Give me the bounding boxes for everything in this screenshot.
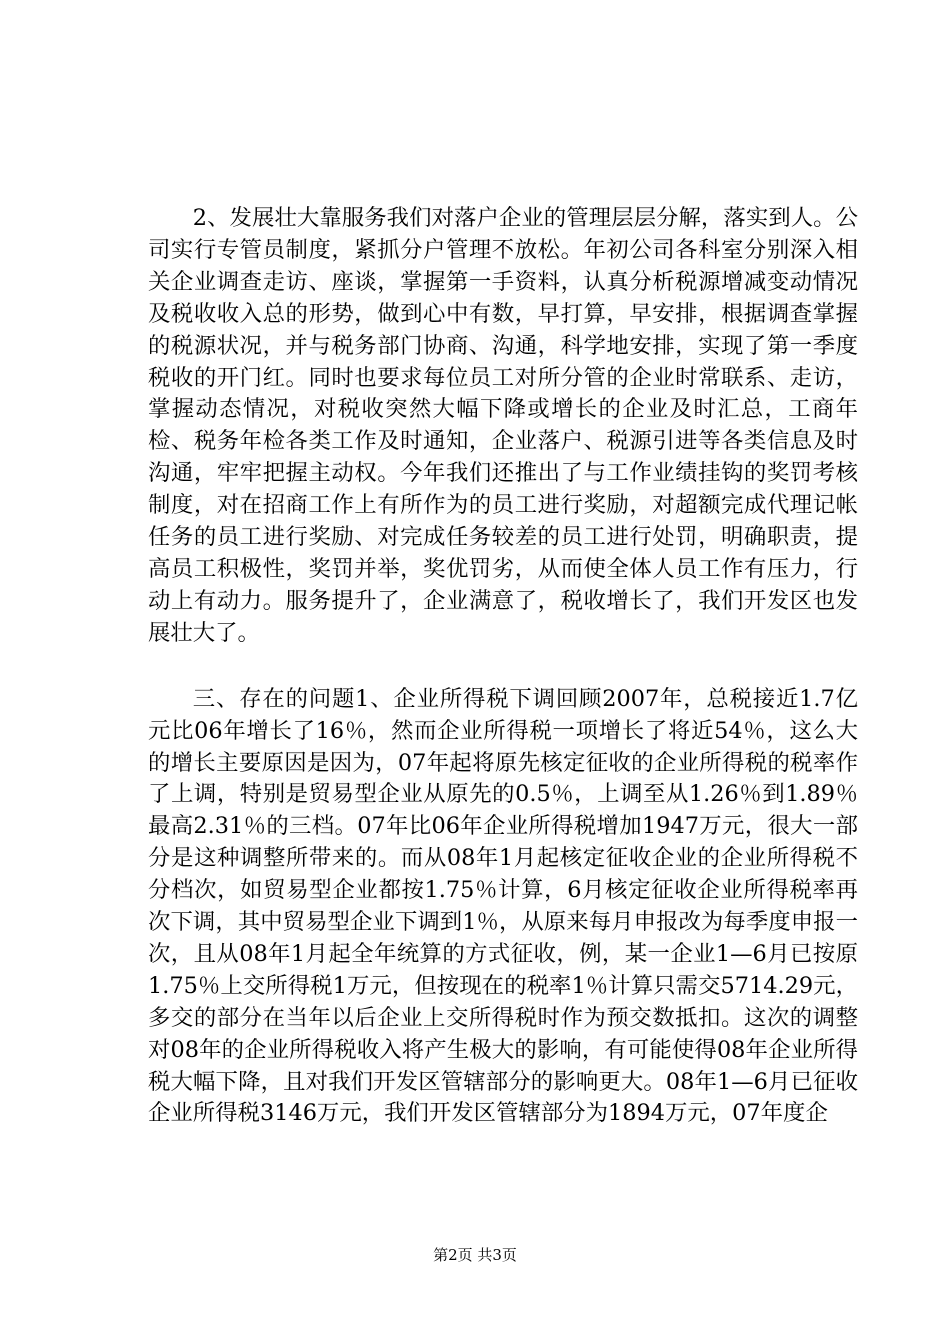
paragraph-existing-problems: 三、存在的问题1、企业所得税下调回顾2007年，总税接近1.7亿元比06年增长了16％，然而企业所得税一项增长了将近54％，这么大的增长主要原因是因为，07年起将原先核定征收的企业所得税的税率作了上调，特别是贸易型企业从原先的0.5％，上调至从1.26％到1.89％最高2.31％的三档。07年比06年企业所得税增加1947万元，很大一部分是这种调整所带来的。而从08年1月起核定征收企业的企业所得税不分档次，如贸易型企业都按1.75％计算，6月核定征收企业所得税率再次下调，其中贸易型企业下调到1％，从原来每月申报改为每季度申报一次，且从08年1月起全年统算的方式征收，例，某一企业1—6月已按原1.75％上交所得税1万元，但按现在的税率1％计算只需交5714.29元，多交的部分在当年以后企业上交所得税时作为预交数抵扣。这次的调整对08年的企业所得税收入将产生极大的影响，有可能使得08年企业所得税大幅下降，且对我们开发区管辖部分的影响更大。08年1—6月已征收企业所得税3146万元，我们开发区管辖部分为1894万元，07年度企: [148, 685, 858, 1127]
document-body: [148, 203, 858, 1130]
page-number-footer: 第2页 共3页: [433, 1246, 517, 1264]
paragraph-service-development: 2、发展壮大靠服务我们对落户企业的管理层层分解，落实到人。公司实行专管员制度，紧抓分户管理不放松。年初公司各科室分别深入相关企业调查走访、座谈，掌握第一手资料，认真分析税源增减变动情况及税收收入总的形势，做到心中有数，早打算，早安排，根据调查掌握的税源状况，并与税务部门协商、沟通，科学地安排，实现了第一季度税收的开门红。同时也要求每位员工对所分管的企业时常联系、走访，掌握动态情况，对税收突然大幅下降或增长的企业及时汇总，工商年检、税务年检各类工作及时通知，企业落户、税源引进等各类信息及时沟通，牢牢把握主动权。今年我们还推出了与工作业绩挂钩的奖罚考核制度，对在招商工作上有所作为的员工进行奖励，对超额完成代理记帐任务的员工进行奖励、对完成任务较差的员工进行处罚，明确职责，提高员工积极性，奖罚并举，奖优罚劣，从而使全体人员工作有压力，行动上有动力。服务提升了，企业满意了，税收增长了，我们开发区也发展壮大了。: [148, 205, 858, 646]
